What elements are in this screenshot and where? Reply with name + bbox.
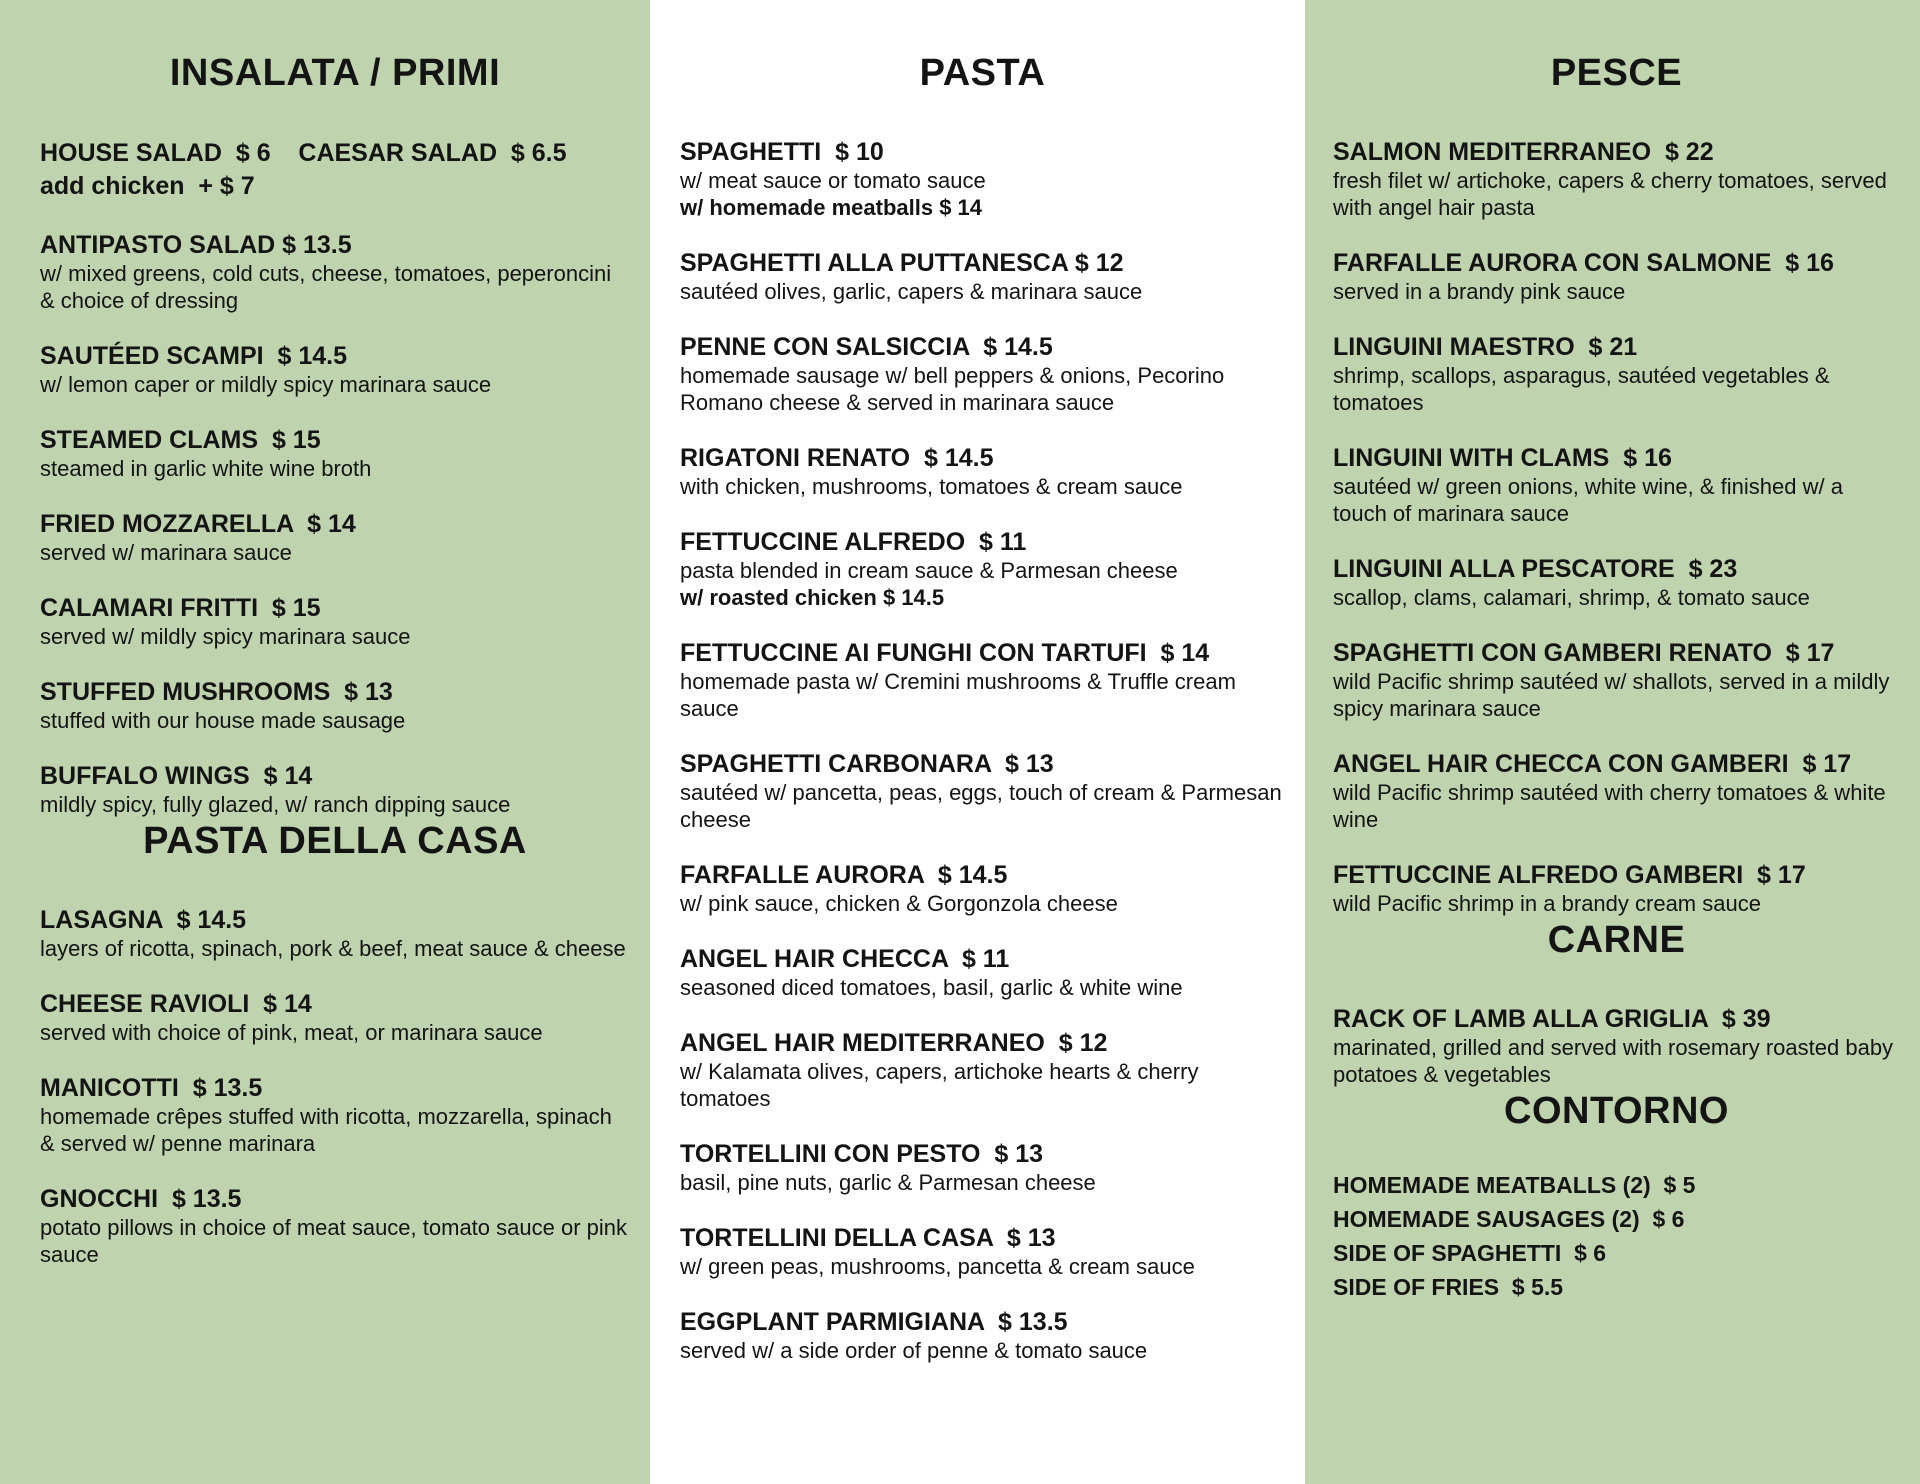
menu-item xyxy=(1333,749,1900,833)
menu-item xyxy=(40,593,630,650)
item-title: FARFALLE AURORA CON SALMONE $ 16 xyxy=(1333,249,1834,277)
item-description: sautéed w/ pancetta, peas, eggs, touch of cream & Parmesan cheese xyxy=(680,780,1282,832)
item-title: ANGEL HAIR MEDITERRANEO $ 12 xyxy=(680,1029,1108,1057)
item-title: EGGPLANT PARMIGIANA $ 13.5 xyxy=(680,1308,1068,1336)
pasta-della-casa-list xyxy=(40,905,630,1268)
item-title: STEAMED CLAMS $ 15 xyxy=(40,426,321,454)
item-description: homemade pasta w/ Cremini mushrooms & Truffle cream sauce xyxy=(680,669,1236,721)
menu-item xyxy=(40,341,630,398)
menu-item xyxy=(40,1184,630,1268)
menu-item xyxy=(680,1307,1285,1364)
menu-item-salads xyxy=(40,137,630,203)
item-description: served in a brandy pink sauce xyxy=(1333,279,1626,304)
item-title: SPAGHETTI CON GAMBERI RENATO $ 17 xyxy=(1333,639,1835,667)
item-title: ANGEL HAIR CHECCA CON GAMBERI $ 17 xyxy=(1333,750,1852,778)
item-description: served w/ marinara sauce xyxy=(40,540,292,565)
menu-item xyxy=(40,230,630,314)
pasta-list xyxy=(680,137,1285,1364)
item-title: FRIED MOZZARELLA $ 14 xyxy=(40,510,356,538)
item-title: RIGATONI RENATO $ 14.5 xyxy=(680,444,994,472)
item-title: LINGUINI ALLA PESCATORE $ 23 xyxy=(1333,555,1738,583)
item-description: fresh filet w/ artichoke, capers & cherry tomatoes, served with angel hair pasta xyxy=(1333,168,1887,220)
item-description: w/ Kalamata olives, capers, artichoke hearts & cherry tomatoes xyxy=(680,1059,1199,1111)
item-title: ANGEL HAIR CHECCA $ 11 xyxy=(680,945,1010,973)
item-extra-option: w/ roasted chicken $ 14.5 xyxy=(680,585,945,610)
salad-prices: HOUSE SALAD $ 6 CAESAR SALAD $ 6.5 xyxy=(40,139,567,167)
menu-item xyxy=(1333,332,1900,416)
item-title: LASAGNA $ 14.5 xyxy=(40,906,247,934)
section-title-pasta-della-casa: PASTA DELLA CASA xyxy=(143,820,527,862)
carne-list xyxy=(1333,1004,1900,1088)
item-title: LINGUINI WITH CLAMS $ 16 xyxy=(1333,444,1672,472)
item-description: sautéed olives, garlic, capers & marinara sauce xyxy=(680,279,1143,304)
item-description: w/ green peas, mushrooms, pancetta & cream sauce xyxy=(680,1254,1195,1279)
item-title: TORTELLINI CON PESTO $ 13 xyxy=(680,1140,1044,1168)
item-title: STUFFED MUSHROOMS $ 13 xyxy=(40,678,393,706)
item-title: LINGUINI MAESTRO $ 21 xyxy=(1333,333,1638,361)
item-title: RACK OF LAMB ALLA GRIGLIA $ 39 xyxy=(1333,1005,1771,1033)
middle-column xyxy=(650,0,1305,1484)
item-title: SPAGHETTI CARBONARA $ 13 xyxy=(680,750,1054,778)
menu-item xyxy=(1333,248,1900,305)
item-title: FETTUCCINE ALFREDO $ 11 xyxy=(680,528,1027,556)
menu-item xyxy=(40,425,630,482)
menu-item xyxy=(680,332,1285,416)
menu-item xyxy=(680,944,1285,1001)
menu-item xyxy=(680,1223,1285,1280)
item-description: layers of ricotta, spinach, pork & beef, meat sauce & cheese xyxy=(40,936,626,961)
pesce-list xyxy=(1333,137,1900,917)
item-title: GNOCCHI $ 13.5 xyxy=(40,1185,242,1213)
item-description: w/ mixed greens, cold cuts, cheese, tomatoes, peperoncini & choice of dressing xyxy=(40,261,612,313)
item-description: served with choice of pink, meat, or marinara sauce xyxy=(40,1020,543,1045)
menu-item xyxy=(40,761,630,818)
item-title: SPAGHETTI $ 10 xyxy=(680,138,884,166)
item-description: wild Pacific shrimp in a brandy cream sauce xyxy=(1333,891,1761,916)
item-title: FARFALLE AURORA $ 14.5 xyxy=(680,861,1008,889)
item-title: SAUTÉED SCAMPI $ 14.5 xyxy=(40,342,348,370)
item-description: served w/ a side order of penne & tomato sauce xyxy=(680,1338,1148,1363)
item-title: MANICOTTI $ 13.5 xyxy=(40,1074,263,1102)
menu-item xyxy=(1333,638,1900,722)
item-description: mildly spicy, fully glazed, w/ ranch dipping sauce xyxy=(40,792,511,817)
item-description: homemade sausage w/ bell peppers & onions, Pecorino Romano cheese & served in marinara sauce xyxy=(680,363,1225,415)
section-title-pasta: PASTA xyxy=(919,52,1046,94)
item-title: FETTUCCINE AI FUNGHI CON TARTUFI $ 14 xyxy=(680,639,1210,667)
menu-item xyxy=(680,137,1285,221)
item-title: FETTUCCINE ALFREDO GAMBERI $ 17 xyxy=(1333,861,1806,889)
menu-item xyxy=(40,509,630,566)
item-description: with chicken, mushrooms, tomatoes & cream sauce xyxy=(680,474,1183,499)
menu-item xyxy=(1333,443,1900,527)
contorno-list xyxy=(1333,1168,1900,1304)
menu-item xyxy=(40,989,630,1046)
item-description: stuffed with our house made sausage xyxy=(40,708,406,733)
menu-item xyxy=(40,677,630,734)
item-title: BUFFALO WINGS $ 14 xyxy=(40,762,313,790)
item-description: w/ meat sauce or tomato sauce xyxy=(680,168,986,193)
menu-item xyxy=(40,1073,630,1157)
menu-item xyxy=(1333,860,1900,917)
item-description: wild Pacific shrimp sautéed with cherry tomatoes & white wine xyxy=(1333,780,1886,832)
item-description: sautéed w/ green onions, white wine, & finished w/ a touch of marinara sauce xyxy=(1333,474,1843,526)
section-title-pesce: PESCE xyxy=(1550,52,1683,94)
menu-item xyxy=(1333,137,1900,221)
item-title: SALMON MEDITERRANEO $ 22 xyxy=(1333,138,1714,166)
item-description: w/ pink sauce, chicken & Gorgonzola cheese xyxy=(680,891,1118,916)
item-description: wild Pacific shrimp sautéed w/ shallots, served in a mildly spicy marinara sauce xyxy=(1333,669,1890,721)
item-description: basil, pine nuts, garlic & Parmesan cheese xyxy=(680,1170,1096,1195)
item-title: ANTIPASTO SALAD $ 13.5 xyxy=(40,231,352,259)
side-item: SIDE OF SPAGHETTI $ 6 xyxy=(1333,1240,1607,1266)
add-chicken-price: add chicken + $ 7 xyxy=(40,172,255,200)
right-column xyxy=(1305,0,1920,1484)
menu-item xyxy=(680,248,1285,305)
insalata-list xyxy=(40,137,630,818)
item-extra-option: w/ homemade meatballs $ 14 xyxy=(680,195,983,220)
side-item: SIDE OF FRIES $ 5.5 xyxy=(1333,1274,1564,1300)
item-description: marinated, grilled and served with rosemary roasted baby potatoes & vegetables xyxy=(1333,1035,1894,1087)
item-title: PENNE CON SALSICCIA $ 14.5 xyxy=(680,333,1053,361)
section-title-insalata: INSALATA / PRIMI xyxy=(169,52,501,94)
menu-item xyxy=(40,905,630,962)
item-title: CHEESE RAVIOLI $ 14 xyxy=(40,990,312,1018)
side-item: HOMEMADE MEATBALLS (2) $ 5 xyxy=(1333,1172,1696,1198)
item-description: shrimp, scallops, asparagus, sautéed vegetables & tomatoes xyxy=(1333,363,1830,415)
menu-item xyxy=(680,443,1285,500)
menu-item xyxy=(680,1139,1285,1196)
item-title: TORTELLINI DELLA CASA $ 13 xyxy=(680,1224,1056,1252)
menu-item xyxy=(680,749,1285,833)
menu-item xyxy=(1333,1004,1900,1088)
item-description: scallop, clams, calamari, shrimp, & tomato sauce xyxy=(1333,585,1810,610)
item-description: served w/ mildly spicy marinara sauce xyxy=(40,624,411,649)
section-title-carne: CARNE xyxy=(1547,919,1686,961)
menu-item xyxy=(680,527,1285,611)
item-description: homemade crêpes stuffed with ricotta, mozzarella, spinach & served w/ penne marinara xyxy=(40,1104,612,1156)
left-column xyxy=(0,0,650,1484)
menu-item xyxy=(680,638,1285,722)
menu-item xyxy=(1333,554,1900,611)
side-item: HOMEMADE SAUSAGES (2) $ 6 xyxy=(1333,1206,1685,1232)
item-description: potato pillows in choice of meat sauce, tomato sauce or pink sauce xyxy=(40,1215,627,1267)
item-description: pasta blended in cream sauce & Parmesan cheese xyxy=(680,558,1178,583)
section-title-contorno: CONTORNO xyxy=(1504,1090,1729,1132)
menu-item xyxy=(680,860,1285,917)
item-description: w/ lemon caper or mildly spicy marinara sauce xyxy=(40,372,492,397)
item-title: CALAMARI FRITTI $ 15 xyxy=(40,594,321,622)
item-title: SPAGHETTI ALLA PUTTANESCA $ 12 xyxy=(680,249,1124,277)
item-description: steamed in garlic white wine broth xyxy=(40,456,372,481)
menu-item xyxy=(680,1028,1285,1112)
item-description: seasoned diced tomatoes, basil, garlic & white wine xyxy=(680,975,1183,1000)
